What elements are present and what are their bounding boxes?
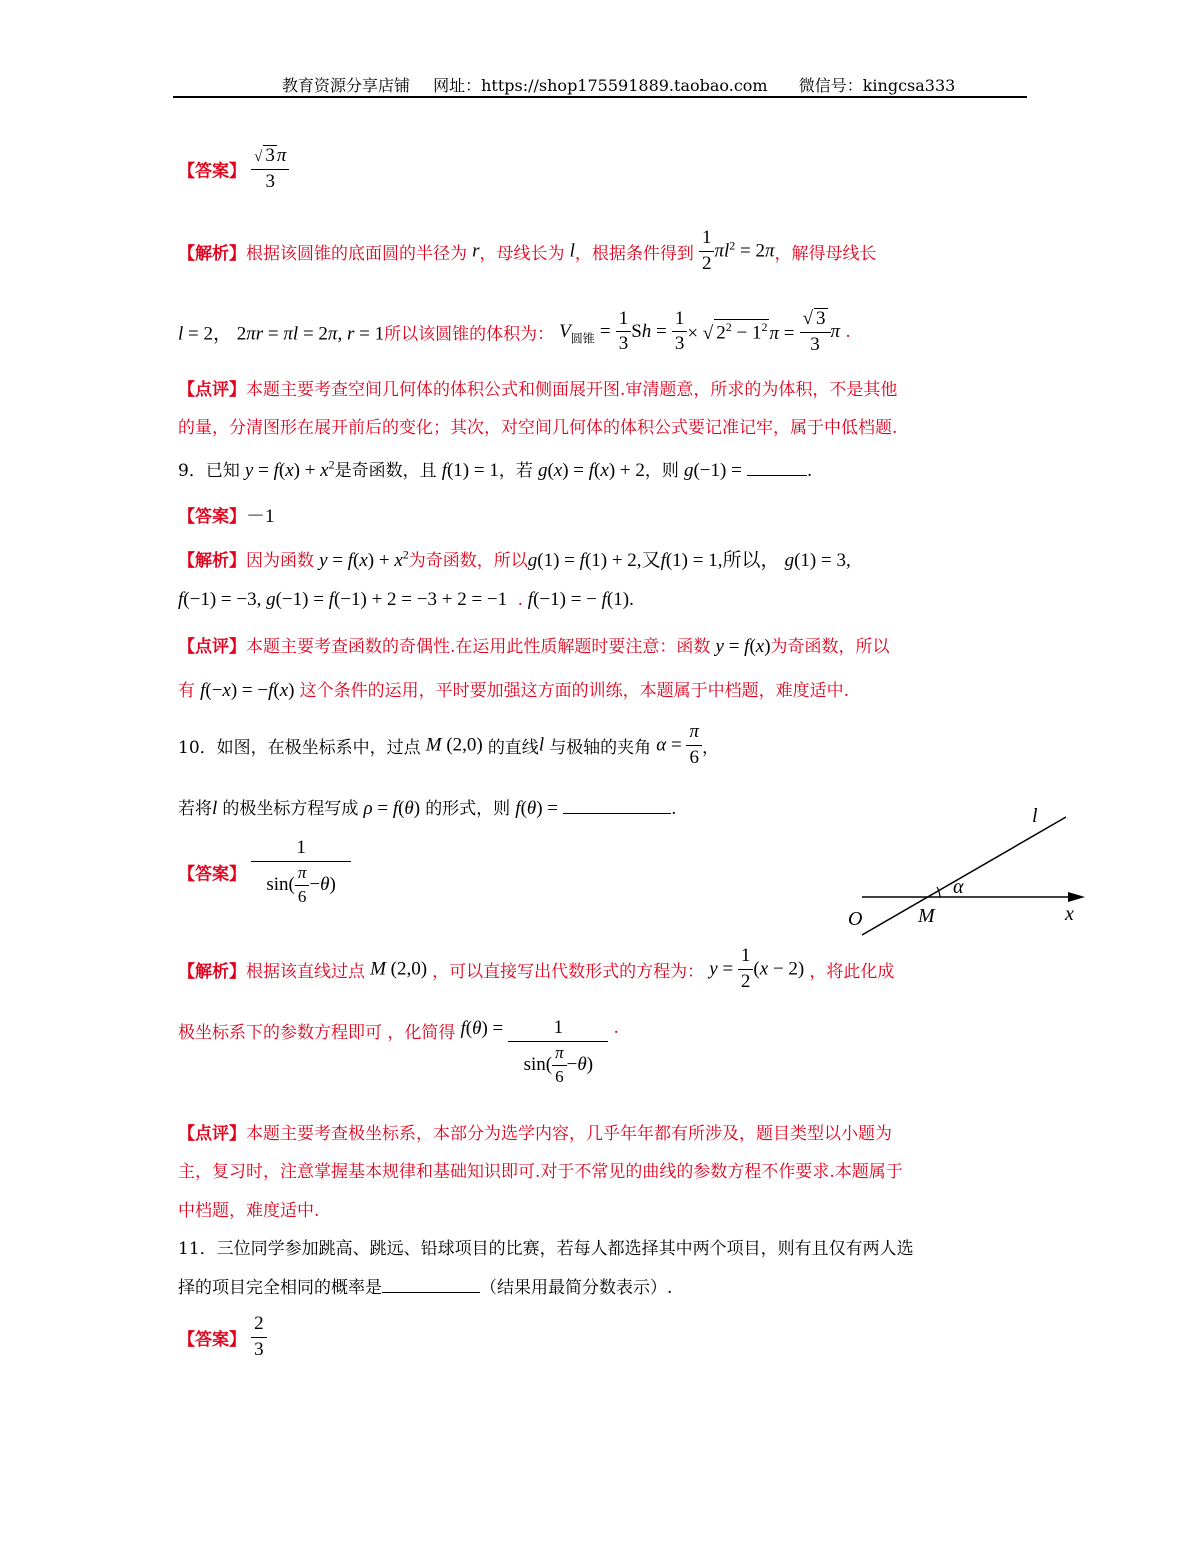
answer-tag: 【答案】 bbox=[178, 161, 246, 182]
q10-question-line2: 若将l 的极坐标方程写成 ρ = f(θ) 的形式，则 f(θ) = . bbox=[178, 798, 677, 819]
polar-figure bbox=[840, 800, 1100, 950]
q10-comment-line2: 主，复习时，注意掌握基本规律和基础知识即可.对于不常见的曲线的参数方程不作要求.本题属于 bbox=[178, 1162, 903, 1182]
label-l: l bbox=[1032, 805, 1038, 827]
q8-analysis-line1: 【解析】根据该圆锥的底面圆的半径为 r，母线长为 l，根据条件得到 $\frac{1}{2}$ $\pi l^2 = 2\pi$，解得母线长 bbox=[178, 227, 877, 274]
header-divider bbox=[173, 96, 1027, 98]
q8-answer bbox=[178, 145, 289, 193]
q11-question-line2: 择的项目完全相同的概率是 （结果用最简分数表示）. bbox=[178, 1273, 672, 1298]
label-m: M bbox=[918, 905, 935, 927]
page-header bbox=[282, 73, 955, 96]
q9-comment-line1: 【点评】本题主要考查函数的奇偶性.在运用此性质解题时要注意：函数 y = f(x)为奇函数，所以 bbox=[178, 636, 890, 657]
q9-answer-blank bbox=[747, 475, 807, 476]
q10-answer: 【答案】 1 sin( $\frac{\pi}{6}$ − θ ) bbox=[178, 838, 351, 906]
label-alpha: α bbox=[953, 876, 964, 898]
header-wechat-label: 微信号： bbox=[798, 76, 863, 95]
q10-comment-line1: 【点评】本题主要考查极坐标系，本部分为选学内容，几乎年年都有所涉及，题目类型以小题为 bbox=[178, 1124, 892, 1144]
q9-comment-line2: 有 f(−x) = −f(x) 这个条件的运用，平时要加强这方面的训练，本题属于中档题，难度适中. bbox=[178, 680, 849, 701]
line-l bbox=[862, 817, 1066, 935]
q10-answer-formula: 1 sin( $\frac{\pi}{6}$ − θ ) bbox=[251, 838, 351, 906]
q10-analysis-line1: 【解析】根据该直线过点 M (2,0) ，可以直接写出代数形式的方程为： y = $\frac{1}{2}$ (x − 2) ，将此化成 bbox=[178, 945, 895, 992]
q10-answer-blank bbox=[563, 813, 671, 814]
q11-answer-blank bbox=[382, 1274, 480, 1293]
q10-analysis-formula: 1 sin( $\frac{\pi}{6}$ − θ ) bbox=[508, 1018, 608, 1086]
q10-comment-line3: 中档题，难度适中. bbox=[178, 1201, 320, 1221]
q9-analysis-line2: f(−1) = −3, g(−1) = f(−1) + 2 = −3 + 2 = −1 . f(−1) = − f(1). bbox=[178, 589, 634, 610]
q10-question-line1: 10．如图，在极坐标系中，过点 M (2,0) 的直线l 与极轴的夹角 α = $\frac{\pi}{6}$ ， bbox=[178, 721, 720, 768]
q10-analysis-line2: 极坐标系下的参数方程即可 ，化简得 f(θ) = 1 sin( $\frac{\pi}{6}$ − θ ) . bbox=[178, 1017, 619, 1086]
q11-answer-formula: $\frac{2}{3}$ bbox=[251, 1314, 267, 1361]
header-url-label: 网址： bbox=[433, 76, 482, 95]
q8-analysis-line2: l = 2， 2πr = πl = 2π, r = 1所以该圆锥的体积为： $V_{圆锥}$ = $\frac{1}{3}$ Sh = $\frac{1}{3}$ × √ $2^2 - 1^2$ π = $\frac{√ 3}{3}$ π . bbox=[178, 307, 851, 355]
q9-analysis-line1: 【解析】因为函数 $y = f(x) + x^2$为奇函数，所以g(1) = f(1) + 2,又f(1) = 1,所以， g(1) = 3, bbox=[178, 547, 851, 571]
q9-question: 9．已知 $y = f(x) + x^2$是奇函数，且 f(1) = 1，若 g(x) = f(x) + 2，则 g(−1) = . bbox=[178, 457, 813, 481]
q11-answer: 【答案】 $\frac{2}{3}$ bbox=[178, 1314, 267, 1361]
label-o: O bbox=[848, 908, 863, 930]
q9-answer: 【答案】－1 bbox=[178, 506, 275, 527]
q11-question-line1: 11．三位同学参加跳高、跳远、铅球项目的比赛，若每人都选择其中两个项目，则有且仅有两人选 bbox=[178, 1239, 914, 1259]
polar-axis-arrow bbox=[1068, 892, 1085, 902]
q8-answer-formula: $\frac{√ 3 \pi}{3}$ bbox=[251, 145, 289, 193]
q8-comment-line1: 【点评】本题主要考查空间几何体的体积公式和侧面展开图.审清题意，所求的为体积，不是其他 bbox=[178, 380, 898, 400]
header-url[interactable]: https://shop175591889.taobao.com bbox=[481, 76, 768, 95]
header-wechat: kingcsa333 bbox=[862, 76, 956, 95]
q8-comment-line2: 的量，分清图形在展开前后的变化；其次，对空间几何体的体积公式要记准记牢，属于中低档题. bbox=[178, 418, 898, 438]
label-x: x bbox=[1065, 903, 1074, 925]
header-shop: 教育资源分享店铺 bbox=[282, 76, 411, 95]
